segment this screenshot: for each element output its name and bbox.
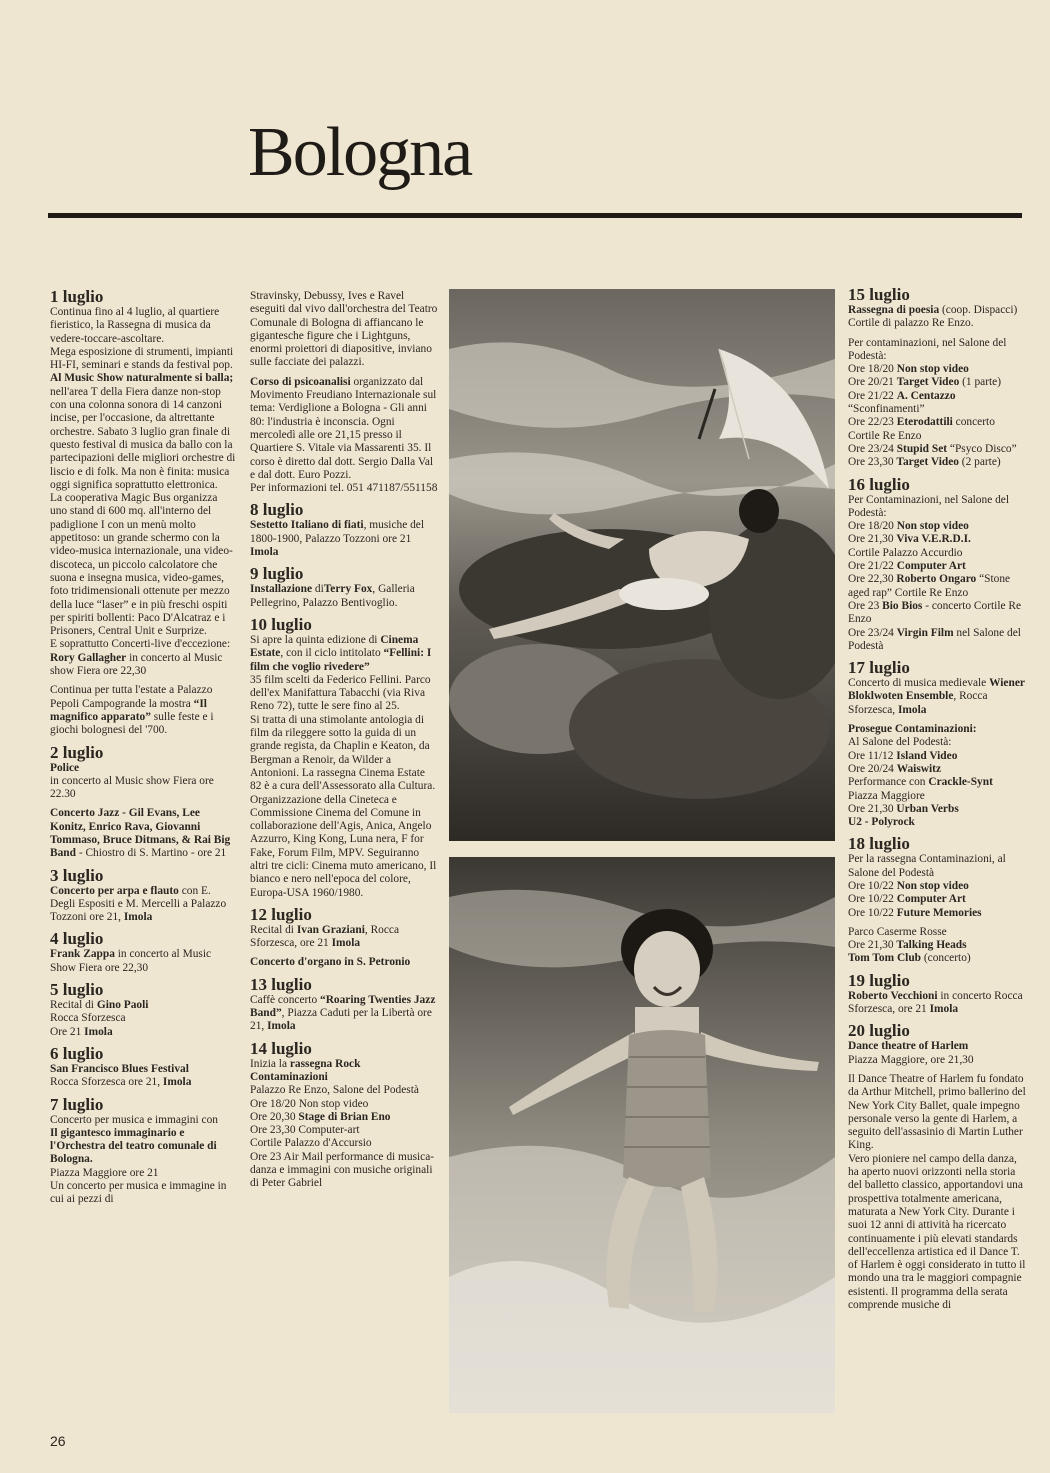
event-text: Il Dance Theatre of Harlem fu fondato da Arthur Mitchell, primo ballerino del New York City Ballet, quale impegno personale verso la gente di Harlem, a seguito dell'assasinio di Martin Luther King. bbox=[848, 1072, 1026, 1152]
event-text: Ore 21,30 Talking Heads bbox=[848, 939, 967, 952]
event-text: Ore 10/22 Non stop video bbox=[848, 879, 969, 892]
event-text: Ore 21/22 A. Centazzo “Sconfinamenti” bbox=[848, 389, 956, 416]
event-entry bbox=[50, 744, 236, 861]
title-rule bbox=[48, 213, 1022, 218]
event-text: Rory Gallagher in concerto al Music show Fiera ore 22,30 bbox=[50, 651, 223, 678]
event-entry bbox=[848, 1022, 1028, 1312]
event-date: 6 luglio bbox=[50, 1043, 104, 1063]
event-text: Roberto Vecchioni in concerto Rocca Sforzesca, ore 21 Imola bbox=[848, 989, 1023, 1016]
event-text: Concerto di musica medievale Wiener Bloklwoten Ensemble, Rocca Sforzesca, Imola bbox=[848, 677, 1025, 716]
event-entry bbox=[250, 616, 438, 900]
event-text: Il gigantesco immaginario e l'Orchestra del teatro comunale di Bologna. bbox=[50, 1126, 217, 1166]
event-entry bbox=[50, 930, 236, 975]
event-text: E soprattutto Concerti-live d'eccezione: bbox=[50, 638, 231, 651]
event-date: 2 luglio bbox=[50, 742, 104, 762]
event-date: 17 luglio bbox=[848, 658, 910, 678]
event-text: Cortile Palazzo d'Accursio bbox=[250, 1137, 372, 1150]
event-date: 9 luglio bbox=[250, 564, 304, 584]
page-title: Bologna bbox=[248, 114, 472, 191]
event-entry bbox=[250, 976, 438, 1034]
event-text: Si apre la quinta edizione di Cinema Estate, con il ciclo intitolato “Fellini: I film che voglio rivedere” bbox=[250, 633, 432, 673]
event-text: Si tratta di una stimolante antologia di film da rileggere sotto la guida di un grande regista, da Chaplin e Keaton, da Bergman a Renoir, da Wilder a Antonioni. La rassegna Cinema Estate 82 è a cura dell'Assessorato alla Cultura. Organizzazione della Cineteca e Commissione Cinema del Comune in collaborazione dell'Agis, Anica, Angelo Azzurro, King Kong, Luna nera, F for Fake, Forum Film, MPV. Seguiranno altri tre cicli: Cinema muto americano, Il bianco e nero nell'epoca del colore, Europa-USA 1960/1980. bbox=[250, 713, 437, 899]
event-text: Inizia la rassegna Rock Contaminazioni bbox=[250, 1057, 361, 1083]
event-text: Ore 23,30 Target Video (2 parte) bbox=[848, 456, 1001, 469]
event-text: Piazza Maggiore bbox=[848, 789, 925, 802]
event-entry bbox=[250, 501, 438, 559]
event-text: Ore 23 Bio Bios - concerto Cortile Re Enzo bbox=[848, 599, 1022, 626]
event-date: 15 luglio bbox=[848, 285, 910, 304]
event-text: Ore 21/22 Computer Art bbox=[848, 560, 966, 573]
event-text: Tom Tom Club (concerto) bbox=[848, 952, 971, 965]
column-1 bbox=[50, 288, 236, 1213]
event-text: Concerto per musica e immagini con bbox=[50, 1113, 218, 1126]
event-text: Continua fino al 4 luglio, al quartiere fieristico, la Rassegna di musica da vedere-toccare-ascoltare. bbox=[50, 306, 220, 345]
event-text: San Francisco Blues Festival bbox=[50, 1062, 189, 1075]
column-2 bbox=[250, 290, 438, 1197]
event-entry bbox=[50, 867, 236, 925]
event-text: Per contaminazioni, nel Salone del Podestà: bbox=[848, 336, 1007, 362]
event-text: Ore 11/12 Island Video bbox=[848, 749, 958, 762]
event-entry bbox=[250, 290, 438, 495]
event-date: 4 luglio bbox=[50, 929, 104, 949]
event-entry bbox=[50, 288, 236, 738]
event-text: Cortile Palazzo Accurdio bbox=[848, 546, 963, 559]
photo-woman-with-parasol bbox=[449, 289, 835, 841]
event-text: Ore 18/20 Non stop video bbox=[250, 1097, 369, 1110]
event-date: 18 luglio bbox=[848, 834, 910, 854]
event-text: Rocca Sforzesca bbox=[50, 1012, 126, 1025]
event-text: La cooperativa Magic Bus organizza uno stand di 600 mq. all'interno del padiglione I con un menù molto appetitoso: un grande schermo con la video-musica internazionale, una video-discoteca, un piccolo calcolatore che suona e insegna musica, video-games, foto tridimensionali ottenute per mezzo della luce “laser” e in più freschi ospiti per spiriti bollenti: Paco D'Alcatraz e i Prisoners, Central Unit e Surprize. bbox=[50, 492, 233, 638]
event-text: Ore 21 Imola bbox=[50, 1025, 113, 1038]
event-text: Concerto per arpa e flauto con E. Degli Espositi e M. Mercelli a Palazzo Tozzoni ore 21, Imola bbox=[50, 884, 227, 924]
event-text: Continua per tutta l'estate a Palazzo Pepoli Campogrande la mostra “Il magnifico apparato” sulle feste e i giochi bolognesi del '700. bbox=[50, 684, 214, 737]
event-text: Frank Zappa in concerto al Music Show Fiera ore 22,30 bbox=[50, 948, 212, 974]
event-entry bbox=[848, 286, 1028, 470]
photo-woman-in-waves bbox=[449, 857, 835, 1413]
event-text: Recital di Gino Paoli bbox=[50, 999, 149, 1012]
event-text: Ore 23,30 Computer-art bbox=[250, 1124, 360, 1137]
event-text: Concerto Jazz - Gil Evans, Lee Konitz, Enrico Rava, Giovanni Tommaso, Bruce Ditmans, & Rai Big Band - Chiostro di S. Martino - ore 21 bbox=[50, 807, 231, 860]
event-text: Per la rassegna Contaminazioni, al Salone del Podestà bbox=[848, 853, 1006, 879]
event-text: Dance theatre of Harlem bbox=[848, 1040, 969, 1053]
event-text: Concerto d'organo in S. Petronio bbox=[250, 956, 411, 969]
page-number: 26 bbox=[50, 1433, 66, 1449]
event-text: Cortile di palazzo Re Enzo. bbox=[848, 317, 974, 330]
event-text: Corso di psicoanalisi organizzato dal Movimento Freudiano Internazionale sul tema: Verdiglione a Bologna - Gli anni 80: l'industria è inconscia. Ogni mercoledì alle ore 21,15 presso il Quartiere S. Vitale via Massarenti 35. Il corso è diretto dal dott. Sergio Dalla Val e dal dott. Euro Pozzi. bbox=[250, 375, 437, 481]
event-date: 20 luglio bbox=[848, 1021, 910, 1041]
event-text: Ore 18/20 Non stop video bbox=[848, 363, 969, 376]
event-text: Performance con Crackle-Synt bbox=[848, 776, 993, 789]
event-text: Palazzo Re Enzo, Salone del Podestà bbox=[250, 1084, 419, 1097]
event-text: Ore 20/24 Waiswitz bbox=[848, 762, 942, 775]
event-text: Al Salone del Podestà: bbox=[848, 736, 952, 749]
event-text: Mega esposizione di strumenti, impianti HI-FI, seminari e stands da festival pop. bbox=[50, 345, 234, 372]
event-entry bbox=[848, 659, 1028, 829]
event-entry bbox=[50, 981, 236, 1039]
event-text: Ore 20,30 Stage di Brian Eno bbox=[250, 1110, 391, 1123]
event-date: 19 luglio bbox=[848, 970, 910, 990]
event-text: Recital di Ivan Graziani, Rocca Sforzesca, ore 21 Imola bbox=[250, 923, 400, 950]
column-4 bbox=[848, 286, 1028, 1318]
event-text: Rassegna di poesia (coop. Dispacci) bbox=[848, 304, 1018, 316]
event-text: Prosegue Contaminazioni: bbox=[848, 723, 977, 736]
event-text: Per Contaminazioni, nel Salone del Podestà: bbox=[848, 493, 1010, 519]
event-text: Ore 21,30 Viva V.E.R.D.I. bbox=[848, 533, 971, 546]
event-date: 14 luglio bbox=[250, 1038, 312, 1058]
event-text: Caffè concerto “Roaring Twenties Jazz Band”, Piazza Caduti per la Libertà ore 21, Imola bbox=[250, 993, 436, 1033]
event-date: 13 luglio bbox=[250, 974, 312, 994]
event-text: Police bbox=[50, 761, 80, 774]
event-entry bbox=[848, 476, 1028, 654]
event-text: Ore 22/23 Eterodattili concerto Cortile Re Enzo bbox=[848, 416, 995, 442]
event-entry bbox=[848, 835, 1028, 965]
event-text: Piazza Maggiore, ore 21,30 bbox=[848, 1053, 974, 1066]
event-text: Ore 23/24 Virgin Film nel Salone del Podestà bbox=[848, 626, 1021, 652]
event-text: Ore 10/22 Computer Art bbox=[848, 893, 966, 906]
event-date: 16 luglio bbox=[848, 474, 910, 494]
event-date: 12 luglio bbox=[250, 904, 312, 924]
event-text: Ore 20/21 Target Video (1 parte) bbox=[848, 376, 1002, 389]
event-text: Ore 10/22 Future Memories bbox=[848, 906, 982, 919]
event-date: 3 luglio bbox=[50, 865, 104, 885]
event-text: Piazza Maggiore ore 21 bbox=[50, 1166, 159, 1179]
event-entry bbox=[50, 1096, 236, 1207]
photo-1-illustration bbox=[449, 289, 835, 841]
event-text: Sestetto Italiano di fiati, musiche del 1800-1900, Palazzo Tozzoni ore 21 Imola bbox=[250, 519, 425, 559]
photo-2-illustration bbox=[449, 857, 835, 1413]
event-text: in concerto al Music show Fiera ore 22.30 bbox=[50, 774, 214, 801]
event-date: 10 luglio bbox=[250, 614, 312, 634]
event-date: 5 luglio bbox=[50, 980, 104, 1000]
event-text: Ore 18/20 Non stop video bbox=[848, 520, 969, 533]
event-text: Per informazioni tel. 051 471187/551158 bbox=[250, 482, 438, 495]
event-entry bbox=[848, 972, 1028, 1017]
event-entry bbox=[250, 565, 438, 610]
event-text: Ore 21,30 Urban Verbs bbox=[848, 802, 959, 815]
event-entry bbox=[250, 1040, 438, 1191]
event-text: Ore 23 Air Mail performance di musica-danza e immagini con musiche originali di Peter Gabriel bbox=[250, 1150, 435, 1190]
event-date: 1 luglio bbox=[50, 287, 104, 306]
event-date: 7 luglio bbox=[50, 1094, 104, 1114]
event-text: Parco Caserme Rosse bbox=[848, 925, 947, 938]
event-text: Ore 22,30 Roberto Ongaro “Stone aged rap” Cortile Re Enzo bbox=[848, 573, 1011, 599]
event-text: 35 film scelti da Federico Fellini. Parco dell'ex Manifattura Tabacchi (via Riva Reno 72), tutte le sere fino al 25. bbox=[250, 673, 431, 713]
event-text: Un concerto per musica e immagine in cui ai pezzi di bbox=[50, 1180, 227, 1206]
event-text: Stravinsky, Debussy, Ives e Ravel eseguiti dal vivo dall'orchestra del Teatro Comunale di Bologna di affiancano le gigantesche figure che i Lightguns, enormi proiettori di diapositive, inviano sulle facciate dei palazzi. bbox=[250, 290, 438, 369]
event-text: Rocca Sforzesca ore 21, Imola bbox=[50, 1076, 192, 1089]
event-text: Ore 23/24 Stupid Set “Psyco Disco” bbox=[848, 442, 1017, 455]
event-text: Vero pioniere nel campo della danza, ha aperto nuovi orizzonti nella storia del balletto classico, apportandovi una prospettiva totalmente americana, maturata a New York City. Durante i suoi 12 anni di attività ha ricercato continuamente i più elevati standards dell'eccellenza artistica ed il Dance T. of Harlem è oggi considerato in tutto il mondo una tra le maggiori compagnie esistenti. Il programma della serata comprende musiche di bbox=[848, 1152, 1026, 1311]
event-text: Installazione diTerry Fox, Galleria Pellegrino, Palazzo Bentivoglio. bbox=[250, 583, 415, 609]
event-date: 8 luglio bbox=[250, 500, 304, 520]
event-text: U2 - Polyrock bbox=[848, 816, 915, 829]
event-entry bbox=[50, 1045, 236, 1090]
event-entry bbox=[250, 906, 438, 970]
event-text: Al Music Show naturalmente si balla; nell'area T della Fiera danze non-stop con una colonna sonora di 14 canzoni incise, per l'occasione, da altrettante orchestre. Sabato 3 luglio gran finale di questo festival di musica da ballo con la partecipazioni delle migliori orchestre di liscio e di folk. Ma non è finita: musica oggi significa soprattutto elettronica. bbox=[50, 372, 236, 491]
